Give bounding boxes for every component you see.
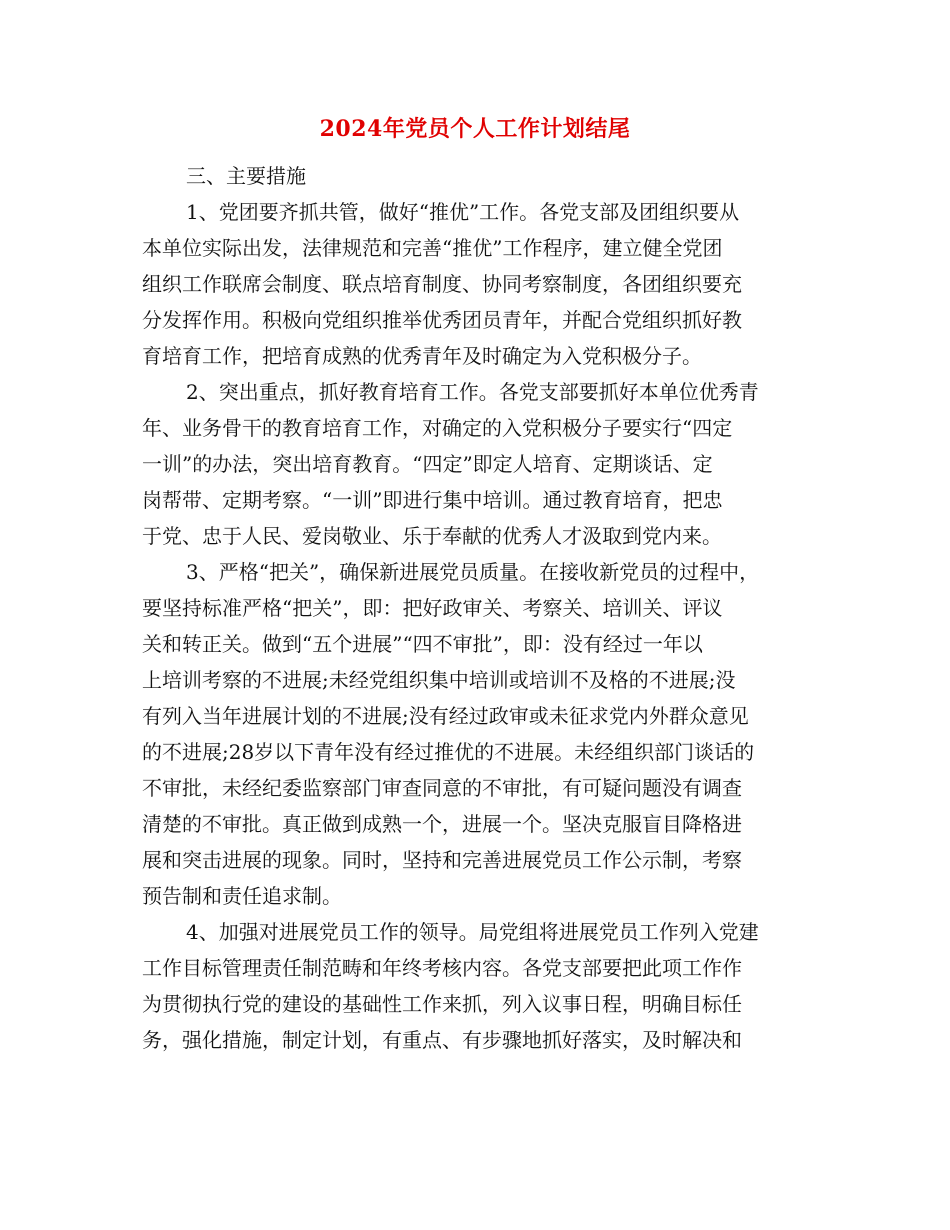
paragraph-line: 预告制和责任追求制。 xyxy=(142,884,342,908)
paragraph-line: 关和转正关。做到“五个进展”“四不审批”，即：没有经过一年以 xyxy=(142,632,703,656)
paragraph-line: 务，强化措施，制定计划，有重点、有步骤地抓好落实，及时解决和 xyxy=(142,1028,742,1052)
paragraph-line: 育培育工作，把培育成熟的优秀青年及时确定为入党积极分子。 xyxy=(142,344,702,368)
paragraph-line: 有列入当年进展计划的不进展;没有经过政审或未征求党内外群众意见 xyxy=(142,704,749,728)
paragraph-line: 的不进展;28岁以下青年没有经过推优的不进展。未经组织部门谈话的 xyxy=(142,740,755,764)
paragraph-3 xyxy=(142,554,814,914)
paragraph-line: 岗帮带、定期考察。“一训”即进行集中培训。通过教育培育，把忠 xyxy=(142,488,723,512)
document-title: 2024年党员个人工作计划结尾 xyxy=(319,116,631,142)
paragraph-1 xyxy=(142,194,814,374)
paragraph-line: 不审批，未经纪委监察部门审查同意的不审批，有可疑问题没有调查 xyxy=(142,776,742,800)
paragraph-line: 组织工作联席会制度、联点培育制度、协同考察制度，各团组织要充 xyxy=(142,272,742,296)
paragraph-line: 清楚的不审批。真正做到成熟一个，进展一个。坚决克服盲目降格进 xyxy=(142,812,742,836)
paragraph-line: 工作目标管理责任制范畴和年终考核内容。各党支部要把此项工作作 xyxy=(142,956,742,980)
paragraph-line: 一训”的办法，突出培育教育。“四定”即定人培育、定期谈话、定 xyxy=(142,452,713,476)
paragraph-line: 为贯彻执行党的建设的基础性工作来抓，列入议事日程，明确目标任 xyxy=(142,992,742,1016)
paragraph-line: 年、业务骨干的教育培育工作，对确定的入党积极分子要实行“四定 xyxy=(142,416,733,440)
paragraph-line: 要坚持标准严格“把关”，即：把好政审关、考察关、培训关、评议 xyxy=(142,596,723,620)
paragraph-line: 分发挥作用。积极向党组织推举优秀团员青年，并配合党组织抓好教 xyxy=(142,308,742,332)
paragraph-line: 本单位实际出发，法律规范和完善“推优”工作程序，建立健全党团 xyxy=(142,236,723,260)
paragraph-line: 于党、忠于人民、爱岗敬业、乐于奉献的优秀人才汲取到党内来。 xyxy=(142,524,722,548)
paragraph-line: 2、突出重点，抓好教育培育工作。各党支部要抓好本单位优秀青 xyxy=(186,380,759,404)
section-heading: 三、主要措施 xyxy=(186,164,306,188)
paragraph-line: 3、严格“把关”，确保新进展党员质量。在接收新党员的过程中， xyxy=(186,560,760,584)
paragraph-line: 展和突击进展的现象。同时，坚持和完善进展党员工作公示制，考察 xyxy=(142,848,742,872)
paragraph-2 xyxy=(142,374,814,554)
paragraph-line: 上培训考察的不进展;未经党组织集中培训或培训不及格的不进展;没 xyxy=(142,668,736,692)
document-body xyxy=(142,158,814,1058)
paragraph-4 xyxy=(142,914,814,1058)
paragraph-line: 4、加强对进展党员工作的领导。局党组将进展党员工作列入党建 xyxy=(186,920,759,944)
paragraph-line: 1、党团要齐抓共管，做好“推优”工作。各党支部及团组织要从 xyxy=(186,200,740,224)
